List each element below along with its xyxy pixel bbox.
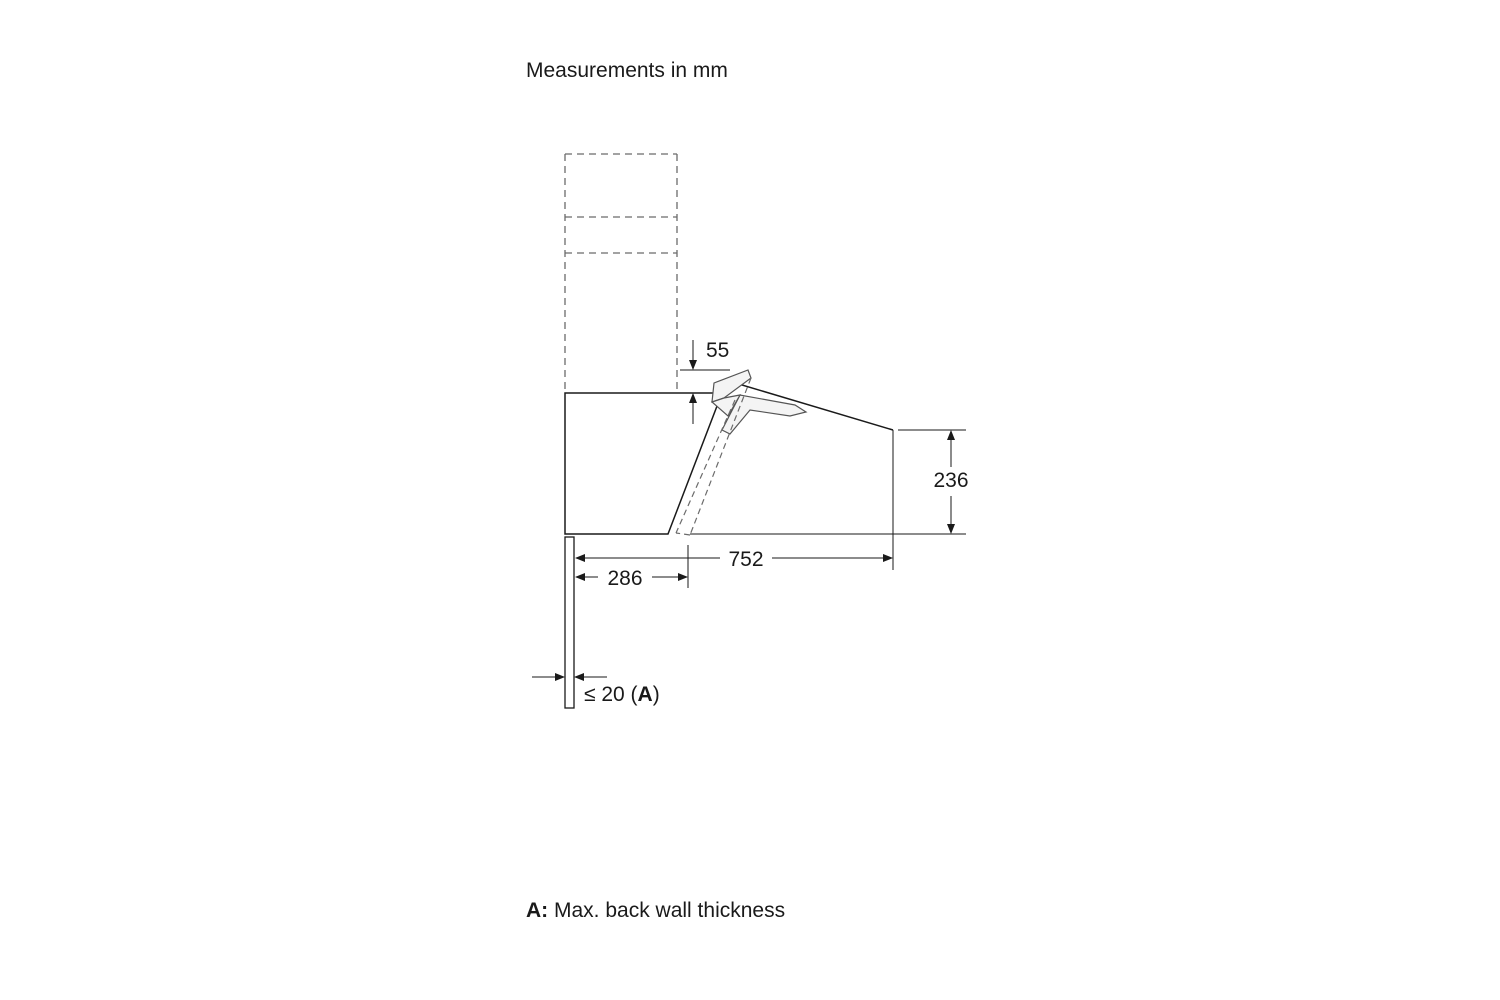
chimney-outline [565, 154, 677, 393]
wall-thickness-prefix: ≤ 20 ( [584, 683, 638, 706]
legend-note [526, 900, 785, 921]
wall-thickness-suffix: ) [652, 683, 660, 706]
dimension-label-286: 286 [607, 567, 643, 590]
wall-thickness-key: A [637, 683, 653, 706]
measurements-note: Measurements in mm [526, 59, 728, 82]
legend-key: A: [526, 899, 549, 922]
dimension-label-752: 752 [728, 548, 764, 571]
legend-description: Max. back wall thickness [548, 899, 786, 922]
hinge-bracket [712, 370, 806, 434]
dimension-label-55: 55 [706, 339, 730, 362]
back-wall [565, 537, 574, 708]
dimension-label-236: 236 [933, 469, 969, 492]
dimension-label-wall-thickness [584, 683, 660, 706]
